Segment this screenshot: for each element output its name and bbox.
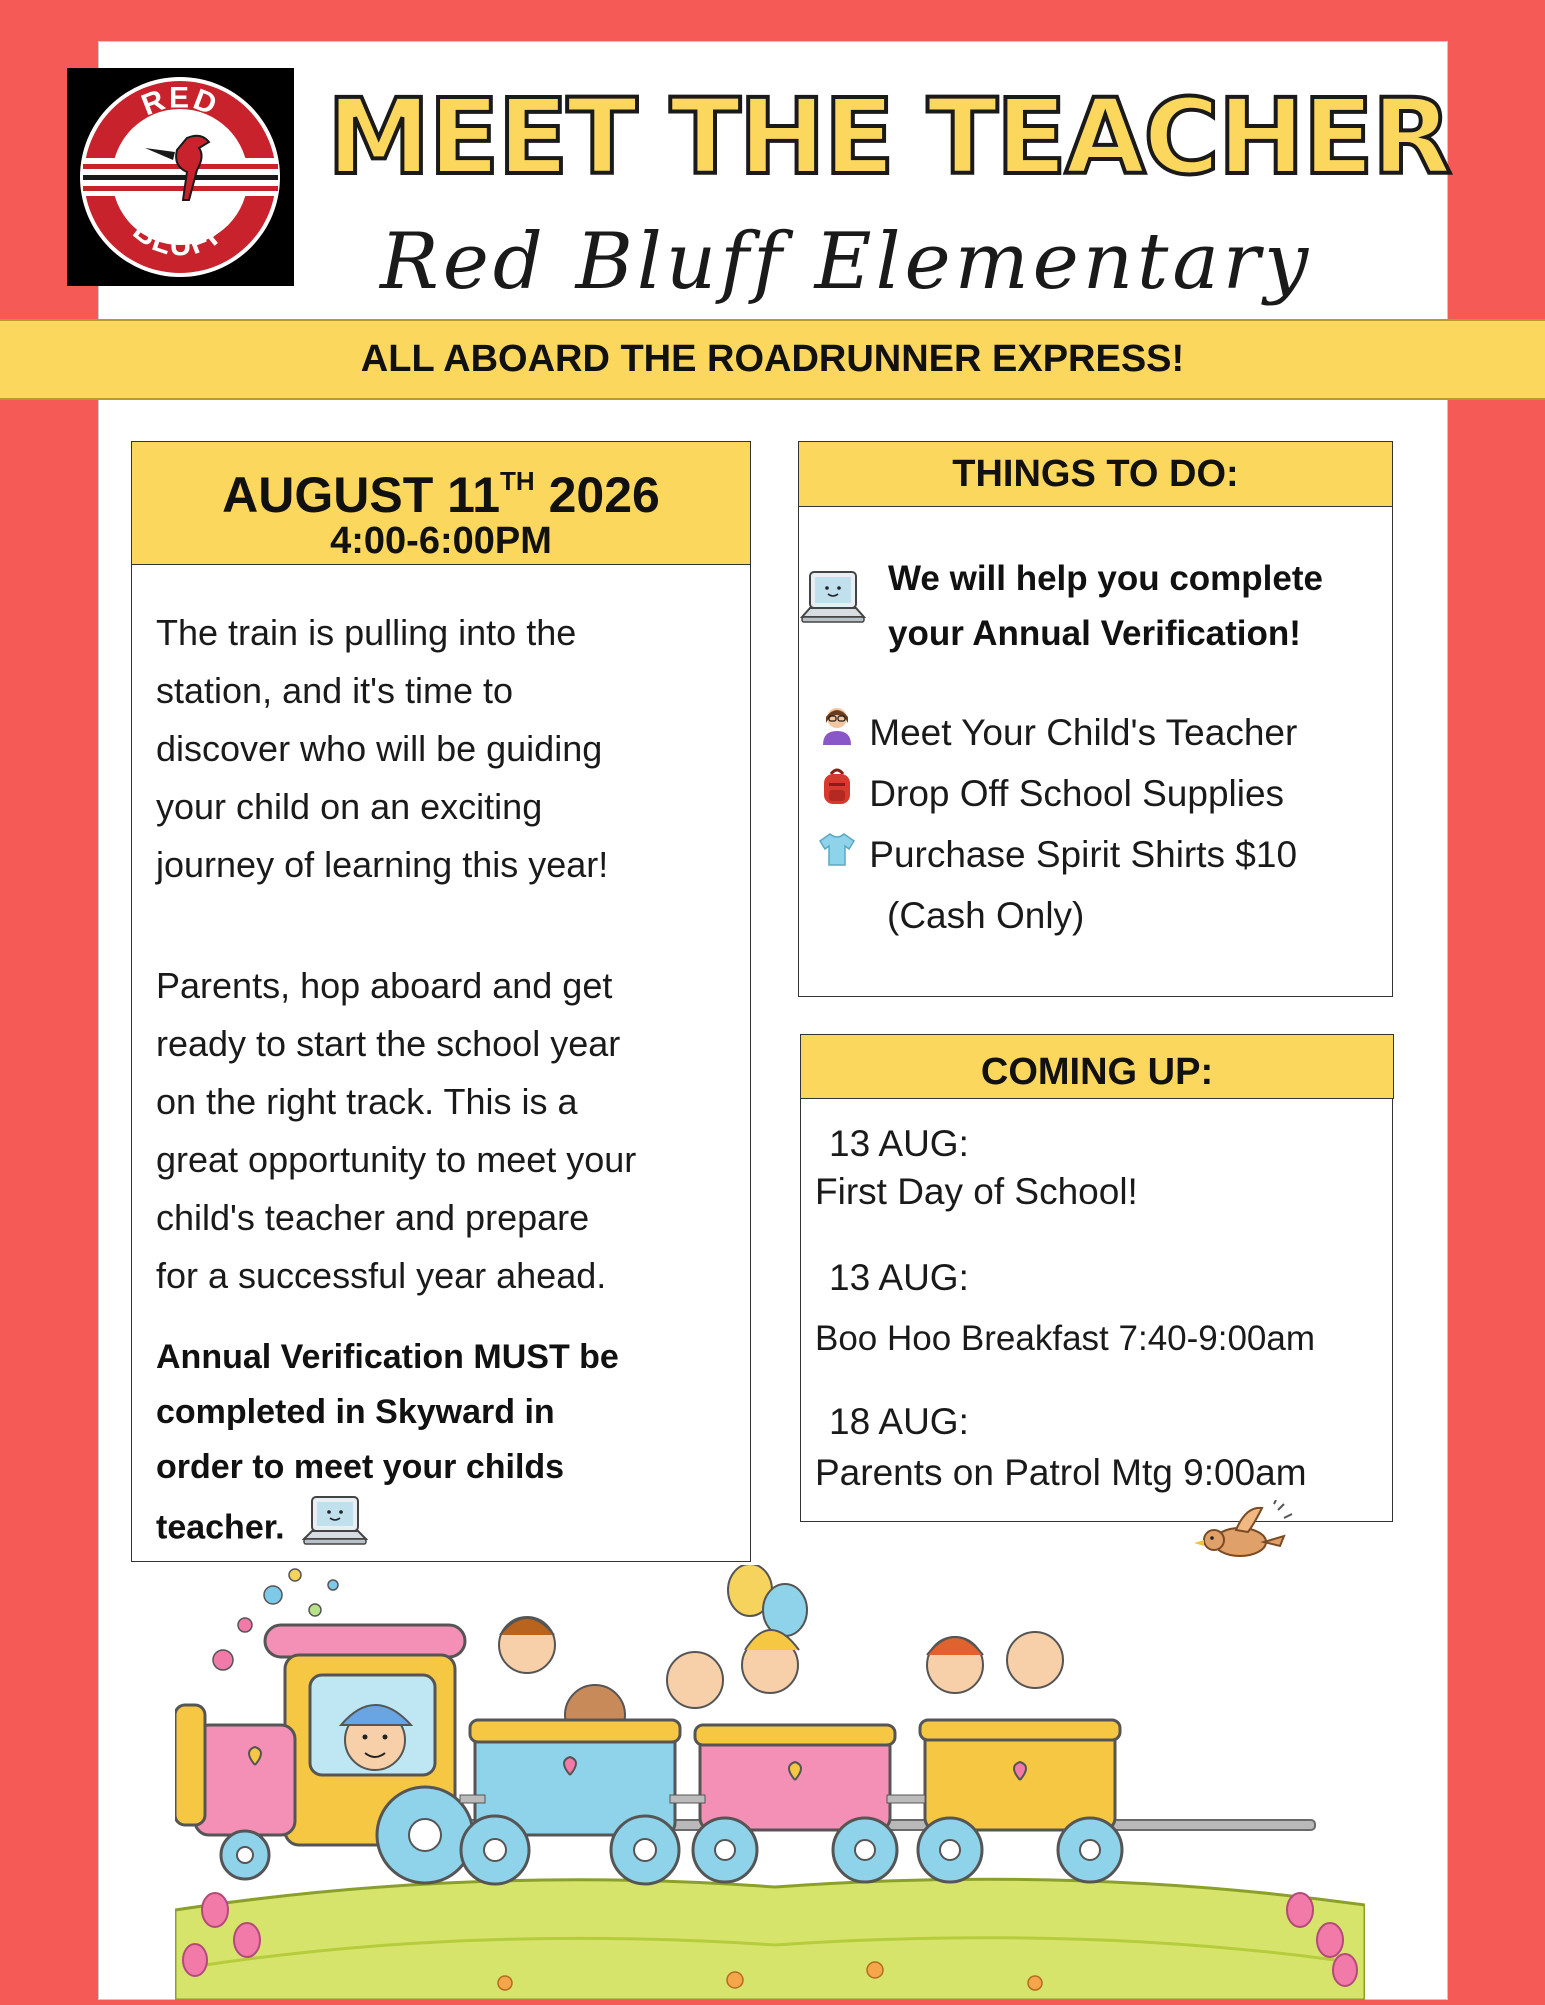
text-line: great opportunity to meet your [156, 1139, 637, 1180]
event-description: Boo Hoo Breakfast 7:40-9:00am [815, 1319, 1316, 1358]
notice-last-line: teacher. [156, 1508, 285, 1547]
todo-item-text: Meet Your Child's Teacher [869, 712, 1298, 753]
laptop-icon [800, 570, 866, 631]
school-logo [67, 68, 294, 286]
text-line: The train is pulling into the [156, 612, 577, 653]
backpack-icon [815, 766, 859, 825]
text-line: station, and it's time to [156, 670, 514, 711]
event-time: 4:00-6:00PM [330, 520, 552, 562]
event-date [131, 450, 751, 523]
text-line: your Annual Verification! [888, 614, 1301, 653]
banner-text: ALL ABOARD THE ROADRUNNER EXPRESS! [360, 338, 1185, 380]
todo-item-text: Purchase Spirit Shirts $10 [869, 834, 1298, 875]
event-description: Parents on Patrol Mtg 9:00am [815, 1452, 1307, 1493]
logo-text-bottom: BLUFF [126, 213, 234, 263]
text-line: We will help you complete [888, 559, 1323, 598]
event-date-main: AUGUST 11 [222, 467, 501, 523]
text-line: your child on an exciting [156, 786, 543, 827]
event-date-suffix: TH [500, 466, 535, 496]
school-name: Red Bluff Elementary [380, 217, 1313, 307]
bird-illustration [1190, 1500, 1300, 1575]
todo-note: (Cash Only) [887, 895, 1085, 936]
event-date-year: 2026 [548, 467, 660, 523]
todo-item-text: Drop Off School Supplies [869, 773, 1285, 814]
todo-list [815, 703, 1385, 945]
event-date-label: 13 AUG: [829, 1123, 969, 1164]
text-line: order to meet your childs [156, 1448, 565, 1486]
list-item [815, 703, 1385, 764]
text-line: Parents, hop aboard and get [156, 965, 613, 1006]
parents-paragraph [156, 957, 736, 1305]
event-date-label: 13 AUG: [829, 1257, 969, 1298]
event-description: First Day of School! [815, 1171, 1138, 1212]
page-title: MEET THE TEACHER [327, 76, 1450, 198]
text-line: Annual Verification MUST be [156, 1338, 619, 1376]
teacher-icon [815, 705, 859, 764]
event-date-label: 18 AUG: [829, 1401, 969, 1442]
coming-up-heading: COMING UP: [980, 1051, 1214, 1093]
train-illustration [175, 1565, 1365, 2005]
text-line: on the right track. This is a [156, 1081, 578, 1122]
text-line: discover who will be guiding [156, 728, 603, 769]
tshirt-icon [815, 827, 859, 886]
text-line: for a successful year ahead. [156, 1255, 607, 1296]
laptop-icon [302, 1495, 368, 1564]
verification-notice [156, 1330, 736, 1564]
logo-text-top: RED [137, 81, 223, 123]
verification-help [888, 551, 1388, 661]
things-to-do-heading: THINGS TO DO: [952, 453, 1239, 495]
list-item [815, 825, 1385, 886]
text-line: completed in Skyward in [156, 1393, 555, 1431]
text-line: child's teacher and prepare [156, 1197, 590, 1238]
text-line: journey of learning this year! [156, 844, 609, 885]
intro-paragraph [156, 604, 736, 894]
text-line [156, 1495, 736, 1564]
list-item [815, 764, 1385, 825]
text-line: ready to start the school year [156, 1023, 621, 1064]
